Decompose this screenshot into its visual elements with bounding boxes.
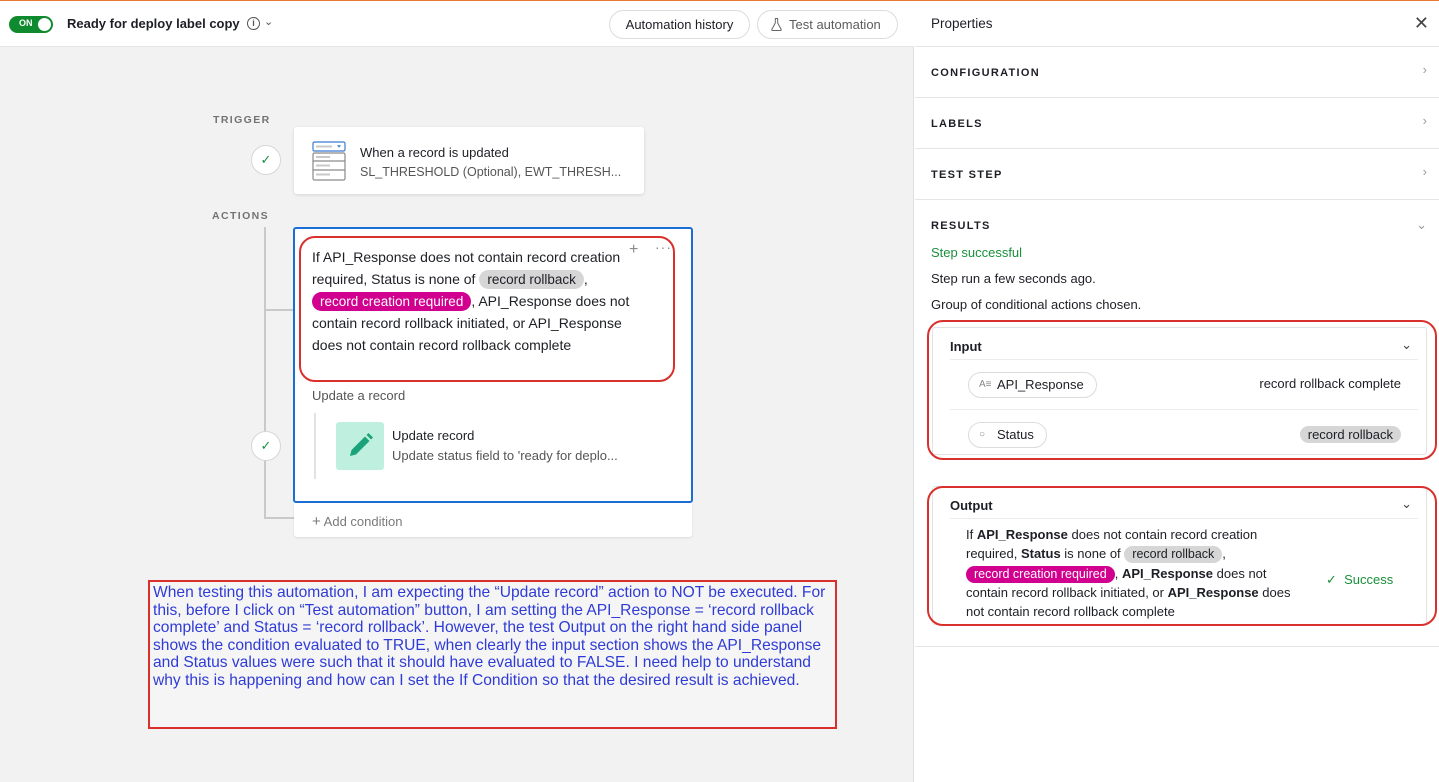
field-ref: Status <box>1020 546 1061 562</box>
input-title: Input <box>950 339 982 354</box>
add-condition-label <box>312 513 402 530</box>
update-record-subtitle: Update status field to 'ready for deplo... <box>392 448 618 463</box>
plus-icon[interactable]: + <box>629 241 639 258</box>
chevron-down-icon[interactable]: ⌄ <box>264 16 274 28</box>
section-label: LABELS <box>931 118 983 130</box>
field-ref: API_Response <box>1167 584 1259 600</box>
text-field-icon: A≡ <box>979 379 992 390</box>
text-part: does not contain record rollback complete <box>966 584 1291 620</box>
value-pill: record rollback <box>1300 426 1401 443</box>
step-status: Step successful <box>931 245 1023 260</box>
flow-connector <box>264 227 266 519</box>
separator: , <box>471 293 476 309</box>
divider <box>915 646 1439 647</box>
automation-toolbar <box>0 1 914 47</box>
panel-header <box>915 1 1439 47</box>
field-name: Status <box>997 427 1034 442</box>
field-value: record rollback complete <box>1259 376 1401 391</box>
chevron-down-icon[interactable]: ⌄ <box>1401 496 1412 511</box>
trigger-check-icon: ✓ <box>251 145 281 175</box>
separator: , <box>1114 565 1119 581</box>
toggle-knob <box>38 18 51 31</box>
text-part: does not contain record rollback initiated, or <box>966 565 1267 600</box>
test-step-section[interactable] <box>915 149 1439 200</box>
separator: , <box>583 271 588 287</box>
annotation-highlight <box>927 320 1437 460</box>
annotation-highlight <box>299 236 675 382</box>
add-condition-button[interactable] <box>294 503 692 537</box>
select-field-icon: ○ <box>979 429 986 440</box>
flow-connector-branch <box>264 517 294 519</box>
test-automation-button[interactable] <box>757 10 898 39</box>
trigger-subtitle: SL_THRESHOLD (Optional), EWT_THRESH... <box>360 165 622 179</box>
annotation-note: When testing this automation, I am expecting the “Update record” action to NOT be executed. For this, before I click on “Test automation” button, I am setting the API_Response = ‘record rollback complete’ and Status = ‘record rollback’. However, the test Output on the right hand side panel shows the condition evaluated to TRUE, when clearly the input section shows the API_Response and Status values were such that it should have evaluated to FALSE. I need help to understand why this is happening and how can I set the If Condition so that the desired result is achieved. <box>148 580 837 729</box>
results-section-label[interactable]: RESULTS <box>931 220 991 232</box>
labels-section[interactable] <box>915 98 1439 149</box>
check-icon: ✓ <box>1326 572 1337 587</box>
chevron-right-icon: › <box>1422 113 1427 128</box>
trigger-section-label: TRIGGER <box>213 114 271 126</box>
text-part: If <box>966 527 974 542</box>
update-record-title: Update record <box>392 428 475 443</box>
action-group-label: Update a record <box>312 388 406 403</box>
close-icon[interactable]: ✕ <box>1413 13 1429 33</box>
test-automation-label: Test automation <box>789 17 881 32</box>
section-label: CONFIGURATION <box>931 67 1040 79</box>
condition-text-part: API_Response does not contain record rollback initiated, or API_Response does not contain record rollback complete <box>312 293 630 353</box>
value-pill: record creation required <box>312 292 471 311</box>
step-result-summary: Group of conditional actions chosen. <box>931 297 1142 312</box>
section-label: TEST STEP <box>931 169 1003 181</box>
text-part: is none of <box>1064 546 1121 562</box>
toggle-label: ON <box>19 18 33 28</box>
automation-history-button[interactable]: Automation history <box>609 10 750 39</box>
output-title: Output <box>950 498 993 513</box>
automation-canvas <box>0 47 914 782</box>
text-part: does not contain record creation required, <box>966 527 1258 562</box>
panel-title: Properties <box>931 16 993 31</box>
plus-icon: + <box>312 513 321 530</box>
annotation-highlight <box>927 486 1437 626</box>
trigger-card[interactable] <box>294 127 644 194</box>
action-check-icon: ✓ <box>251 431 281 461</box>
chevron-down-icon[interactable]: ⌄ <box>1401 337 1412 352</box>
separator: , <box>1222 546 1226 562</box>
pencil-icon <box>336 422 384 470</box>
properties-panel <box>915 1 1439 782</box>
field-name: API_Response <box>997 377 1084 392</box>
flow-connector-branch <box>264 309 294 311</box>
value-pill: record creation required <box>966 566 1115 583</box>
chevron-down-icon[interactable]: ⌄ <box>1416 217 1427 232</box>
field-ref: API_Response <box>1121 565 1214 581</box>
automation-on-toggle[interactable] <box>9 16 53 33</box>
success-label: Success <box>1344 572 1394 587</box>
automation-name[interactable]: Ready for deploy label copy <box>67 16 240 31</box>
value-pill: record rollback <box>1124 546 1222 563</box>
info-icon[interactable]: i <box>247 17 260 30</box>
trigger-title: When a record is updated <box>360 145 509 160</box>
more-icon[interactable]: ··· <box>655 239 672 255</box>
condition-text-part: If API_Response does not contain record creation required, Status is none of <box>312 249 621 287</box>
value-pill: record rollback <box>479 270 584 289</box>
form-icon <box>312 141 346 181</box>
field-ref: API_Response <box>976 527 1068 542</box>
flask-icon <box>771 18 782 31</box>
step-run-time: Step run a few seconds ago. <box>931 271 1096 286</box>
update-record-action[interactable] <box>314 413 670 479</box>
actions-section-label: ACTIONS <box>212 210 270 222</box>
chevron-right-icon: › <box>1422 164 1427 179</box>
configuration-section[interactable] <box>915 47 1439 98</box>
add-condition-text: Add condition <box>323 514 403 529</box>
chevron-right-icon: › <box>1422 62 1427 77</box>
